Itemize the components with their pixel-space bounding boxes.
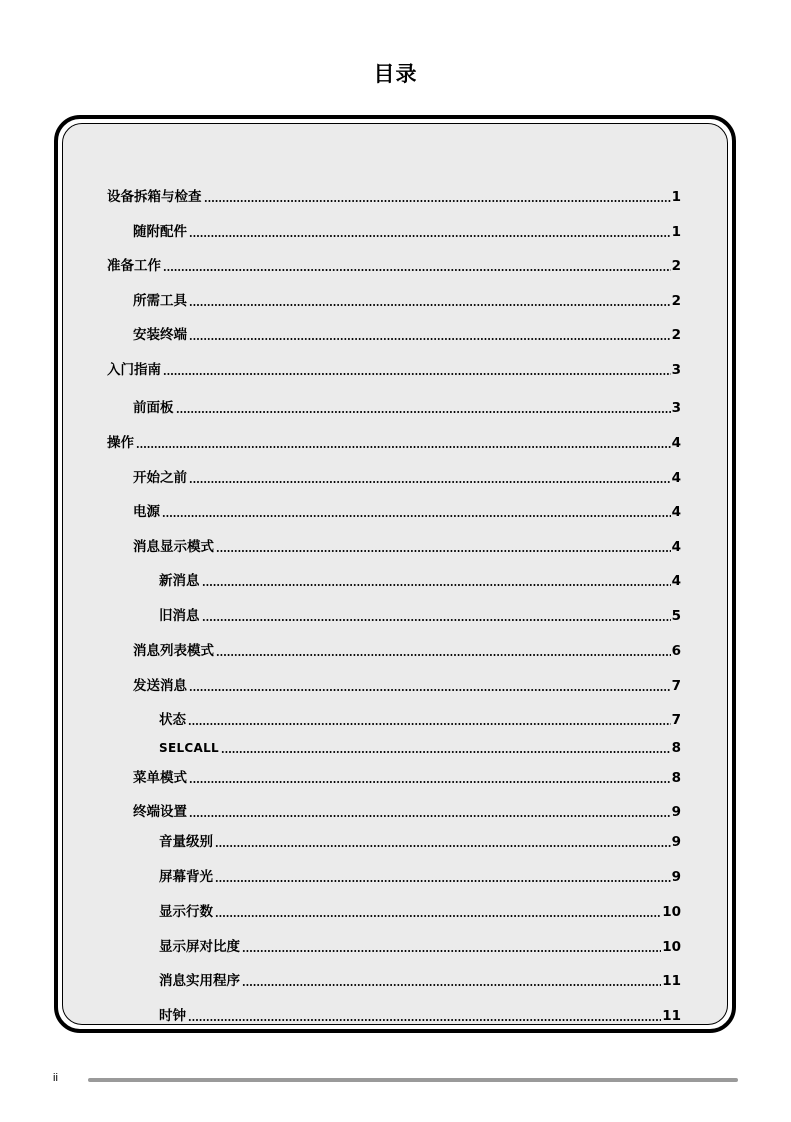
toc-entry[interactable] (133, 537, 681, 555)
toc-entry[interactable] (107, 256, 681, 274)
toc-entry-page: 1 (671, 224, 681, 240)
toc-dot-leader (215, 915, 661, 917)
toc-entry-label: 所需工具 (133, 293, 187, 309)
toc-entry-label: 前面板 (133, 400, 174, 416)
toc-dot-leader (176, 411, 671, 413)
toc-entry-label: 状态 (159, 712, 186, 728)
toc-entry-label: 开始之前 (133, 470, 187, 486)
toc-entry-label: 设备拆箱与检查 (107, 189, 202, 205)
toc-entry-page: 3 (671, 400, 681, 416)
toc-dot-leader (163, 373, 671, 375)
toc-entry-label: 旧消息 (159, 608, 200, 624)
toc-entry[interactable] (133, 641, 681, 659)
toc-entry-label: 音量级别 (159, 834, 213, 850)
toc-entry-label: 显示屏对比度 (159, 939, 240, 955)
toc-entry-page: 3 (671, 362, 681, 378)
toc-entry-label: 屏幕背光 (159, 869, 213, 885)
toc-entry-page: 9 (671, 834, 681, 850)
toc-entry-page: 4 (671, 470, 681, 486)
toc-dot-leader (189, 338, 671, 340)
toc-entry-label: 消息显示模式 (133, 539, 214, 555)
toc-entry-page: 6 (671, 643, 681, 659)
toc-entry-label: 显示行数 (159, 904, 213, 920)
toc-entry-page: 10 (662, 939, 681, 955)
toc-dot-leader (189, 304, 671, 306)
toc-dot-leader (204, 200, 671, 202)
toc-entry-page: 9 (671, 869, 681, 885)
toc-entry[interactable] (133, 222, 681, 240)
toc-entry[interactable] (159, 1006, 681, 1024)
toc-entry[interactable] (107, 360, 681, 378)
footer-page-number: ii (53, 1072, 58, 1084)
toc-entry-page: 2 (671, 258, 681, 274)
toc-entry-label: 操作 (107, 435, 134, 451)
toc-entry-label: 新消息 (159, 573, 200, 589)
toc-entry-page: 4 (671, 504, 681, 520)
toc-entry-page: 8 (671, 740, 681, 756)
toc-dot-leader (189, 235, 671, 237)
toc-entry[interactable] (133, 768, 681, 786)
toc-dot-leader (215, 880, 671, 882)
toc-entry-page: 1 (671, 189, 681, 205)
toc-frame (54, 115, 736, 1033)
toc-dot-leader (189, 815, 671, 817)
toc-entry[interactable] (133, 398, 681, 416)
toc-entry-label: 菜单模式 (133, 770, 187, 786)
toc-entry[interactable] (159, 710, 681, 728)
toc-entry-label: 终端设置 (133, 804, 187, 820)
toc-entry[interactable] (107, 187, 681, 205)
toc-entry-page: 5 (671, 608, 681, 624)
toc-entry-label: SELCALL (159, 741, 219, 755)
toc-entry-page: 4 (671, 539, 681, 555)
toc-entry-label: 入门指南 (107, 362, 161, 378)
toc-entry[interactable] (133, 325, 681, 343)
toc-dot-leader (189, 689, 671, 691)
toc-dot-leader (202, 619, 671, 621)
toc-entry[interactable] (159, 937, 681, 955)
toc-entry-label: 发送消息 (133, 678, 187, 694)
toc-dot-leader (216, 550, 671, 552)
toc-entry-page: 7 (671, 678, 681, 694)
toc-entry[interactable] (159, 571, 681, 589)
toc-dot-leader (136, 446, 671, 448)
toc-entry-page: 9 (671, 804, 681, 820)
toc-dot-leader (216, 654, 671, 656)
toc-entry[interactable] (107, 433, 681, 451)
toc-dot-leader (242, 950, 661, 952)
toc-entry-page: 11 (662, 973, 681, 989)
toc-entry[interactable] (159, 832, 681, 850)
toc-dot-leader (188, 1019, 661, 1021)
toc-entry-page: 7 (671, 712, 681, 728)
toc-dot-leader (242, 984, 661, 986)
toc-panel (62, 123, 728, 1025)
toc-entry-page: 2 (671, 293, 681, 309)
page-title: 目录 (373, 62, 418, 86)
toc-dot-leader (202, 584, 671, 586)
footer-rule (88, 1078, 738, 1082)
toc-entry-page: 11 (662, 1008, 681, 1024)
toc-dot-leader (162, 515, 671, 517)
toc-entry-page: 10 (662, 904, 681, 920)
toc-dot-leader (163, 269, 671, 271)
toc-entry[interactable] (133, 802, 681, 820)
toc-entry-label: 时钟 (159, 1008, 186, 1024)
toc-dot-leader (189, 481, 671, 483)
toc-dot-leader (188, 723, 671, 725)
toc-entry[interactable] (133, 468, 681, 486)
toc-entry-label: 消息实用程序 (159, 973, 240, 989)
toc-entry[interactable] (159, 867, 681, 885)
toc-entry-label: 电源 (133, 504, 160, 520)
toc-dot-leader (221, 751, 671, 753)
toc-entry[interactable] (159, 902, 681, 920)
toc-entry-label: 准备工作 (107, 258, 161, 274)
toc-entry[interactable] (159, 971, 681, 989)
toc-entry-label: 消息列表模式 (133, 643, 214, 659)
toc-entry-page: 4 (671, 435, 681, 451)
toc-entry[interactable] (159, 606, 681, 624)
toc-entry[interactable] (133, 676, 681, 694)
toc-dot-leader (215, 845, 671, 847)
toc-entry-label: 安装终端 (133, 327, 187, 343)
toc-entry-label: 随附配件 (133, 224, 187, 240)
toc-entry[interactable] (133, 291, 681, 309)
toc-entry-page: 8 (671, 770, 681, 786)
toc-list (63, 124, 727, 1024)
toc-entry-page: 4 (671, 573, 681, 589)
toc-entry-page: 2 (671, 327, 681, 343)
toc-entry[interactable] (133, 502, 681, 520)
toc-entry[interactable] (159, 738, 681, 756)
toc-dot-leader (189, 781, 671, 783)
